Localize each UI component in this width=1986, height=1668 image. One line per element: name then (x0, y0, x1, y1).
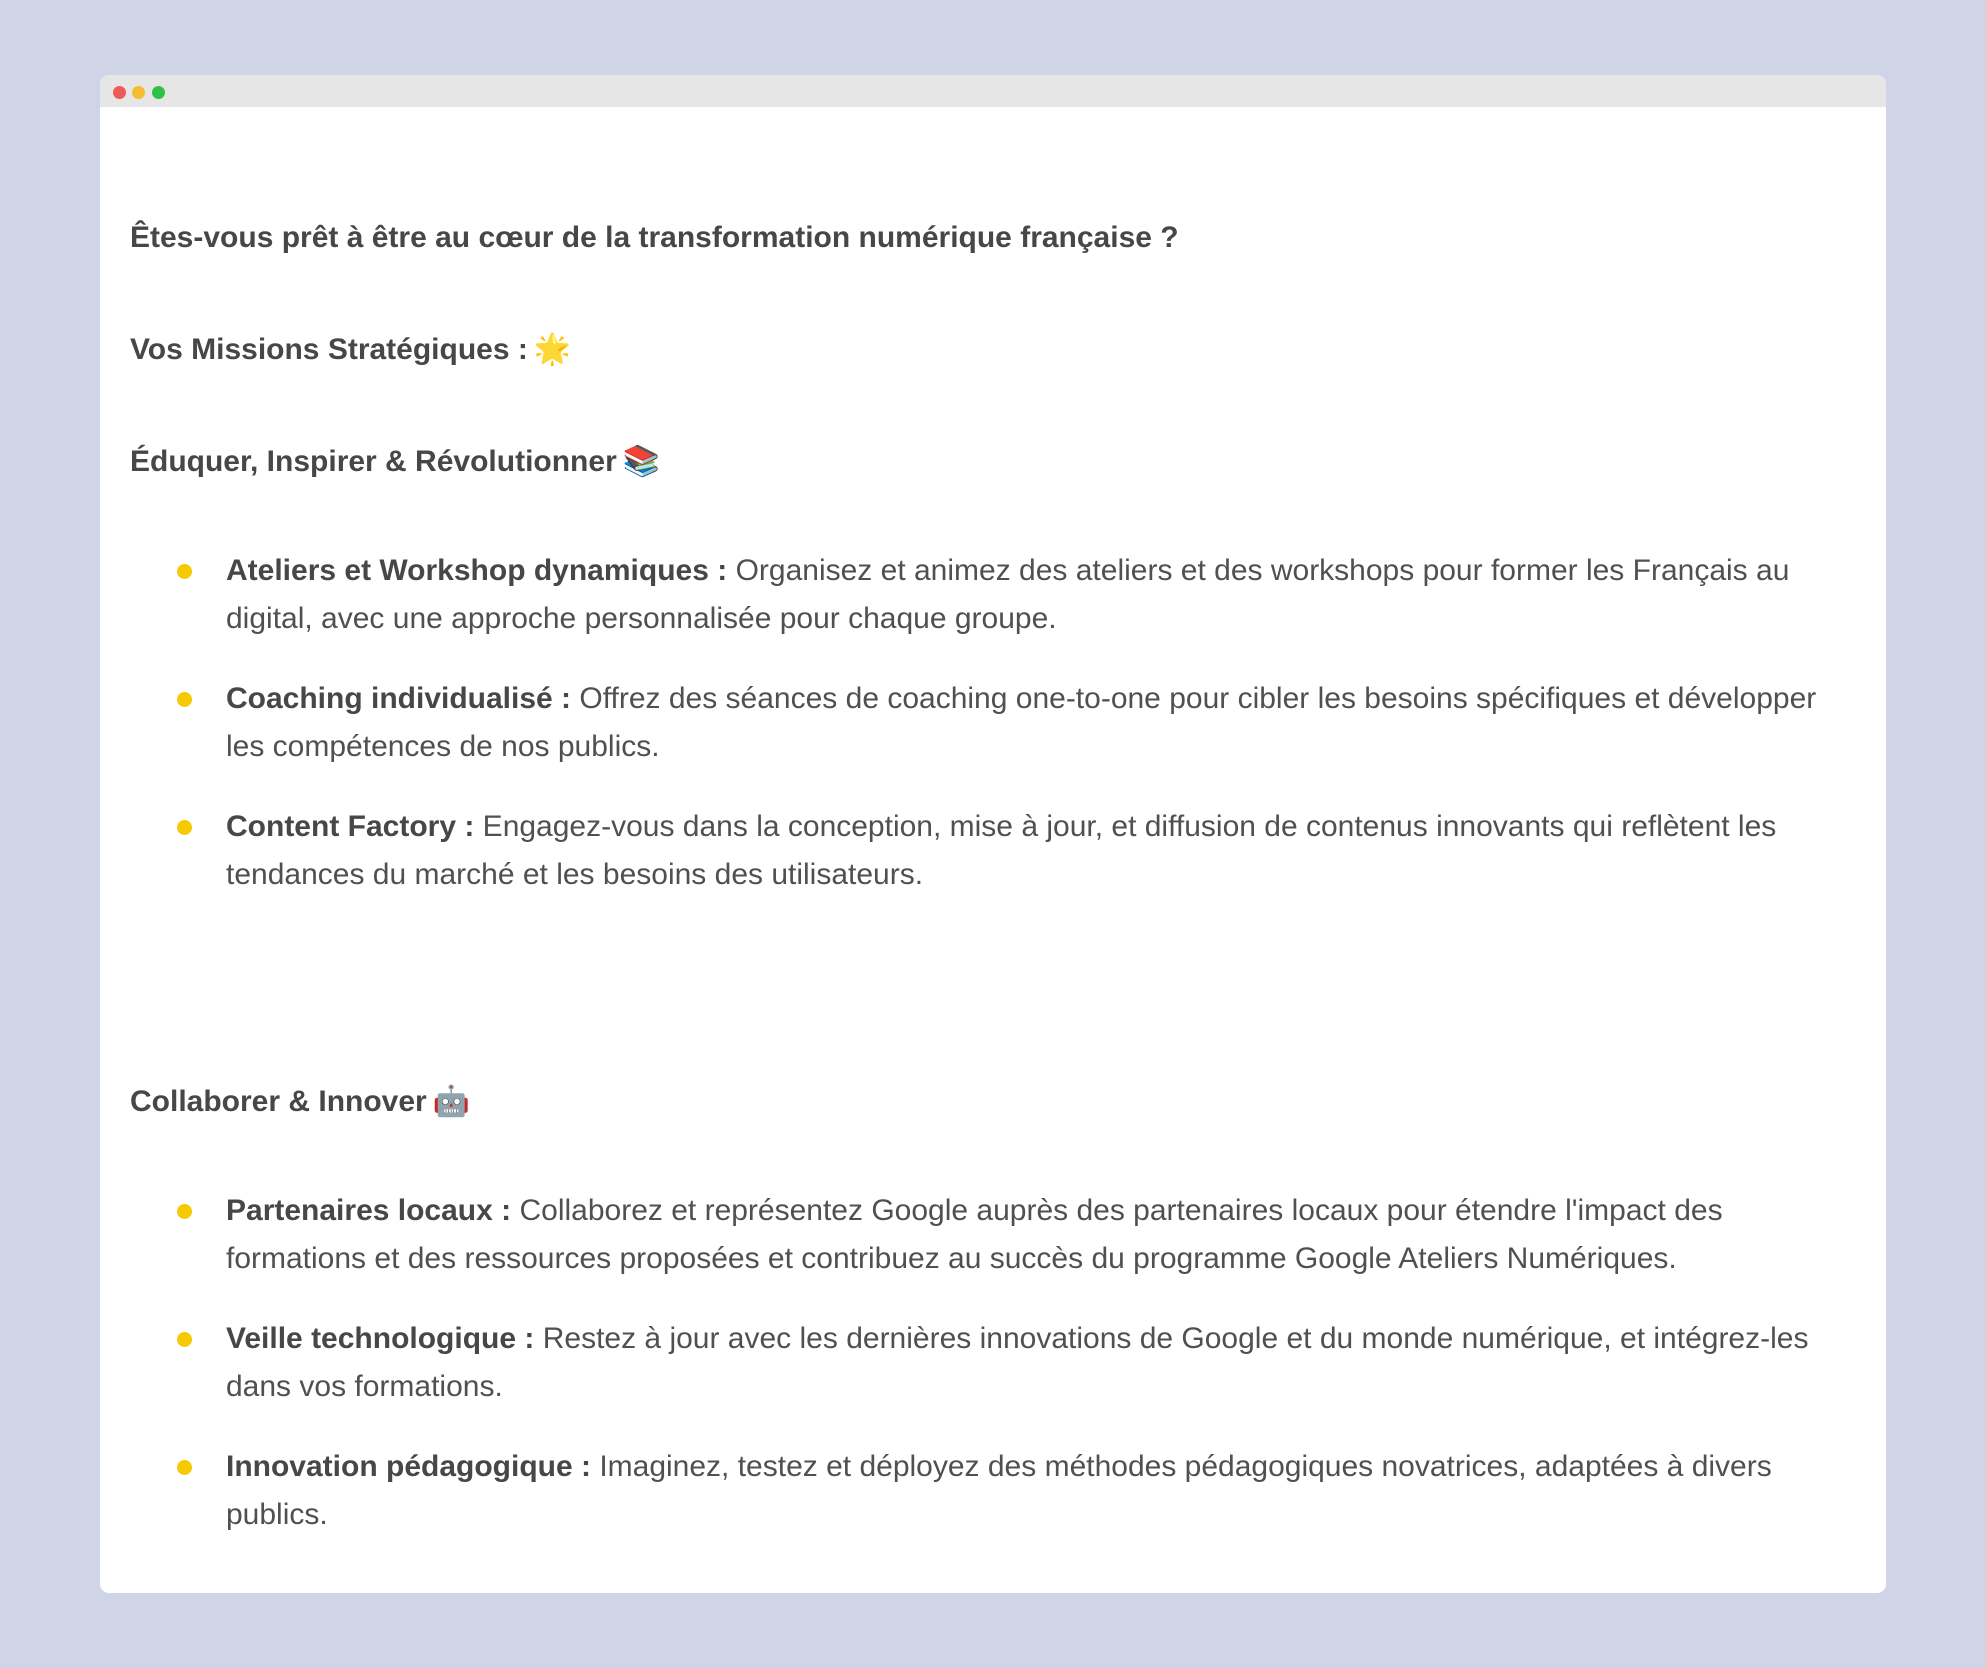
maximize-window-button[interactable] (152, 86, 165, 99)
section-educate-list (130, 547, 1846, 931)
list-item (130, 675, 1846, 771)
browser-window (100, 75, 1886, 1593)
list-item-text: Organisez et animez des ateliers et des workshops pour former les Français au digital, avec une approche personnalisée pour chaque groupe. (226, 554, 1790, 635)
list-item-label: Content Factory : (226, 810, 475, 843)
list-item-text: Imaginez, testez et déployez des méthodes pédagogiques novatrices, adaptées à divers publics. (226, 1450, 1772, 1531)
close-window-button[interactable] (113, 86, 126, 99)
minimize-window-button[interactable] (132, 86, 145, 99)
list-item-label: Coaching individualisé : (226, 682, 572, 715)
list-item-label: Ateliers et Workshop dynamiques : (226, 554, 728, 587)
star-icon: 🌟 (533, 332, 572, 367)
missions-title-text: Vos Missions Stratégiques : (130, 333, 528, 366)
section-educate-title-text: Éduquer, Inspirer & Révolutionner (130, 445, 617, 478)
list-item (130, 1315, 1846, 1411)
intro-heading: Êtes-vous prêt à être au cœur de la transformation numérique française ? (130, 221, 1179, 254)
bullet-icon (177, 1204, 192, 1219)
list-item (130, 803, 1846, 899)
list-item-label: Innovation pédagogique : (226, 1450, 591, 1483)
list-item-label: Partenaires locaux : (226, 1194, 512, 1227)
bullet-icon (177, 564, 192, 579)
section-collaborate-list (130, 1187, 1846, 1571)
list-item (130, 1187, 1846, 1283)
section-collaborate-title-text: Collaborer & Innover (130, 1085, 427, 1118)
list-item-text: Collaborez et représentez Google auprès des partenaires locaux pour étendre l'impact des formations et des ressources proposées et contribuez au succès du programme Google Ateliers Numériques. (226, 1194, 1723, 1275)
list-item (130, 1443, 1846, 1539)
window-titlebar (100, 75, 1886, 107)
missions-title (130, 332, 571, 367)
section-educate-title (130, 444, 660, 479)
bullet-icon (177, 820, 192, 835)
bullet-icon (177, 692, 192, 707)
section-collaborate-title (130, 1084, 470, 1119)
robot-icon: 🤖 (432, 1084, 471, 1119)
list-item-text: Offrez des séances de coaching one-to-one pour cibler les besoins spécifiques et développer les compétences de nos publics. (226, 682, 1817, 763)
books-icon: 📚 (622, 444, 661, 479)
list-item (130, 547, 1846, 643)
list-item-text: Restez à jour avec les dernières innovations de Google et du monde numérique, et intégrez-les dans vos formations. (226, 1322, 1809, 1403)
bullet-icon (177, 1460, 192, 1475)
list-item-text: Engagez-vous dans la conception, mise à jour, et diffusion de contenus innovants qui reflètent les tendances du marché et les besoins des utilisateurs. (226, 810, 1777, 891)
bullet-icon (177, 1332, 192, 1347)
list-item-label: Veille technologique : (226, 1322, 535, 1355)
